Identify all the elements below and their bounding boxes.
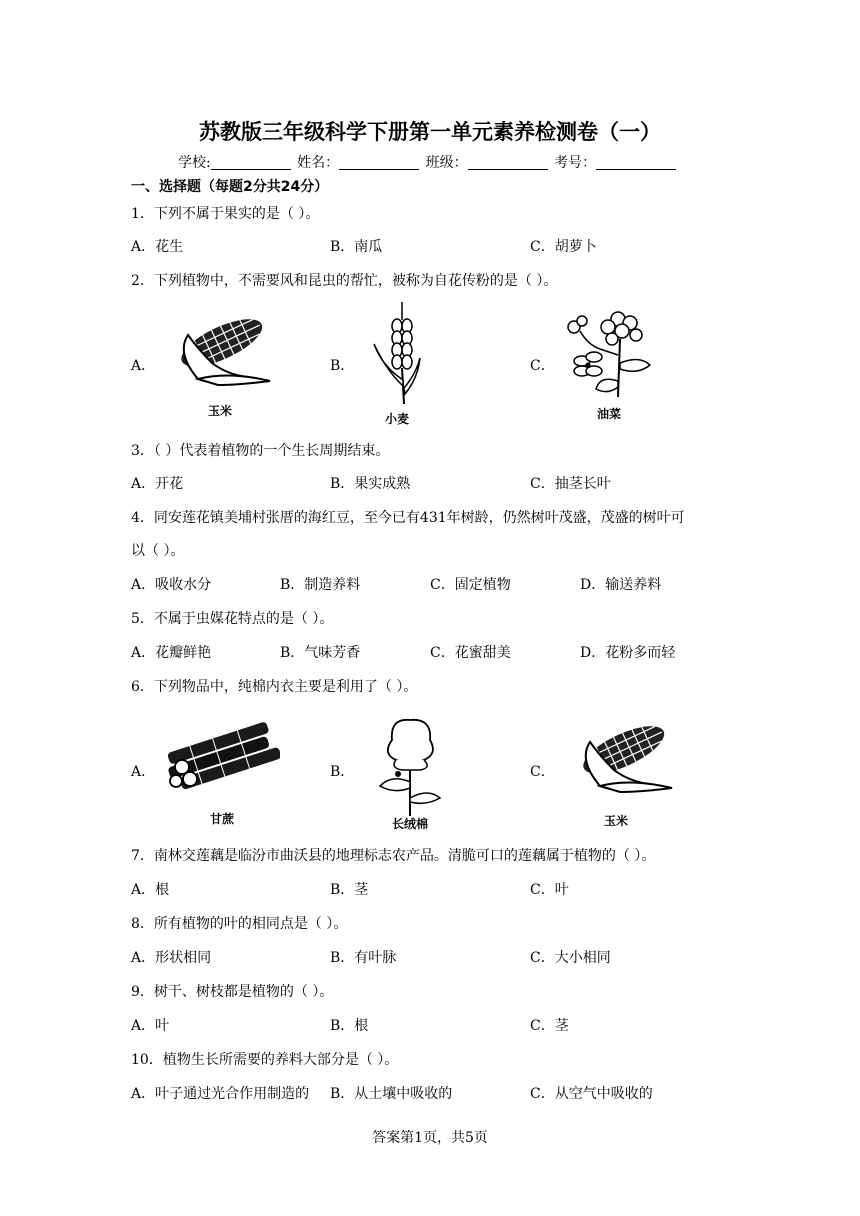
question-5-stem: 5．不属于虫媒花特点的是（ ）。 (131, 611, 334, 627)
question-1-stem: 1．下列不属于果实的是（ ）。 (131, 206, 320, 222)
school-blank[interactable] (211, 155, 291, 170)
section-heading: 一、选择题（每题2分共24分） (131, 179, 329, 195)
question-7-option-c[interactable]: C．叶 (530, 882, 569, 898)
question-8-stem: 8．所有植物的叶的相同点是（ ）。 (131, 916, 348, 932)
question-2-option-c[interactable]: C． (530, 358, 555, 374)
name-label: 姓名： (297, 155, 340, 171)
question-5-option-a[interactable]: A．花瓣鲜艳 (131, 645, 212, 661)
rapeseed-image (560, 305, 660, 401)
caption-corn-2: 玉米 (603, 814, 628, 828)
question-4-option-a[interactable]: A．吸收水分 (131, 577, 212, 593)
caption-cotton: 长绒棉 (391, 817, 428, 831)
question-2-option-a[interactable]: A． (131, 358, 156, 374)
question-5-option-b[interactable]: B．气味芳香 (280, 645, 361, 661)
question-10-option-c[interactable]: C．从空气中吸收的 (530, 1086, 653, 1102)
question-1-option-a[interactable]: A．花生 (131, 239, 184, 255)
exam-no-blank[interactable] (596, 155, 676, 170)
page-footer: 答案第1页，共5页 (372, 1130, 488, 1146)
wheat-image (368, 300, 428, 404)
question-10-option-a[interactable]: A．叶子通过光合作用制造的 (131, 1086, 310, 1102)
caption-wheat: 小麦 (384, 412, 409, 426)
question-7-stem: 7．南林交莲藕是临汾市曲沃县的地理标志农产品。清脆可口的莲藕属于植物的（ ）。 (131, 848, 656, 864)
question-9-option-b[interactable]: B．根 (330, 1018, 369, 1034)
question-4-option-b[interactable]: B．制造养料 (280, 577, 361, 593)
question-9-option-a[interactable]: A．叶 (131, 1018, 170, 1034)
caption-corn: 玉米 (207, 404, 232, 418)
corn-image-2 (560, 712, 680, 800)
question-6-stem: 6．下列物品中，纯棉内衣主要是利用了（ ）。 (131, 679, 418, 695)
question-8-option-b[interactable]: B．有叶脉 (330, 950, 397, 966)
question-3-stem: 3．（ ）代表着植物的一个生长周期结束。 (131, 443, 390, 459)
question-2-option-b[interactable]: B． (330, 358, 355, 374)
corn-image (158, 305, 278, 393)
caption-sugarcane: 甘蔗 (209, 812, 234, 826)
question-9-stem: 9．树干、树枝都是植物的（ ）。 (131, 984, 334, 1000)
question-3-option-b[interactable]: B．果实成熟 (330, 476, 411, 492)
question-7-option-a[interactable]: A．根 (131, 882, 170, 898)
question-5-option-c[interactable]: C．花蜜甜美 (430, 645, 511, 661)
school-label: 学校: (178, 155, 211, 171)
question-3-option-a[interactable]: A．开花 (131, 476, 184, 492)
question-6-option-c[interactable]: C． (530, 764, 555, 780)
exam-no-label: 考号： (554, 155, 597, 171)
question-10-option-b[interactable]: B．从土壤中吸收的 (330, 1086, 453, 1102)
question-9-option-c[interactable]: C．茎 (530, 1018, 569, 1034)
question-4-option-c[interactable]: C．固定植物 (430, 577, 511, 593)
student-info-line (178, 152, 678, 172)
question-4-option-d[interactable]: D．输送养料 (580, 577, 662, 593)
question-6-option-b[interactable]: B． (330, 764, 355, 780)
class-label: 班级： (425, 155, 468, 171)
cotton-image (370, 712, 450, 816)
question-8-option-c[interactable]: C．大小相同 (530, 950, 611, 966)
name-blank[interactable] (339, 155, 419, 170)
class-blank[interactable] (468, 155, 548, 170)
question-8-option-a[interactable]: A．形状相同 (131, 950, 212, 966)
sugarcane-image (160, 715, 280, 795)
question-4-stem-line2: 以（ ）。 (131, 543, 185, 559)
question-3-option-c[interactable]: C．抽茎长叶 (530, 476, 611, 492)
page-title: 苏教版三年级科学下册第一单元素养检测卷（一） (199, 120, 661, 144)
caption-rapeseed: 油菜 (596, 407, 621, 421)
question-7-option-b[interactable]: B．茎 (330, 882, 369, 898)
question-1-option-b[interactable]: B．南瓜 (330, 239, 383, 255)
question-5-option-d[interactable]: D．花粉多而轻 (580, 645, 676, 661)
question-10-stem: 10．植物生长所需要的养料大部分是（ ）。 (131, 1052, 399, 1068)
question-2-stem: 2．下列植物中，不需要风和昆虫的帮忙，被称为自花传粉的是（ ）。 (131, 273, 558, 289)
question-6-option-a[interactable]: A． (131, 764, 156, 780)
question-4-stem-line1: 4．同安莲花镇美埔村张厝的海红豆，至今已有431年树龄，仍然树叶茂盛，茂盛的树叶可 (131, 510, 685, 526)
question-1-option-c[interactable]: C．胡萝卜 (530, 239, 597, 255)
